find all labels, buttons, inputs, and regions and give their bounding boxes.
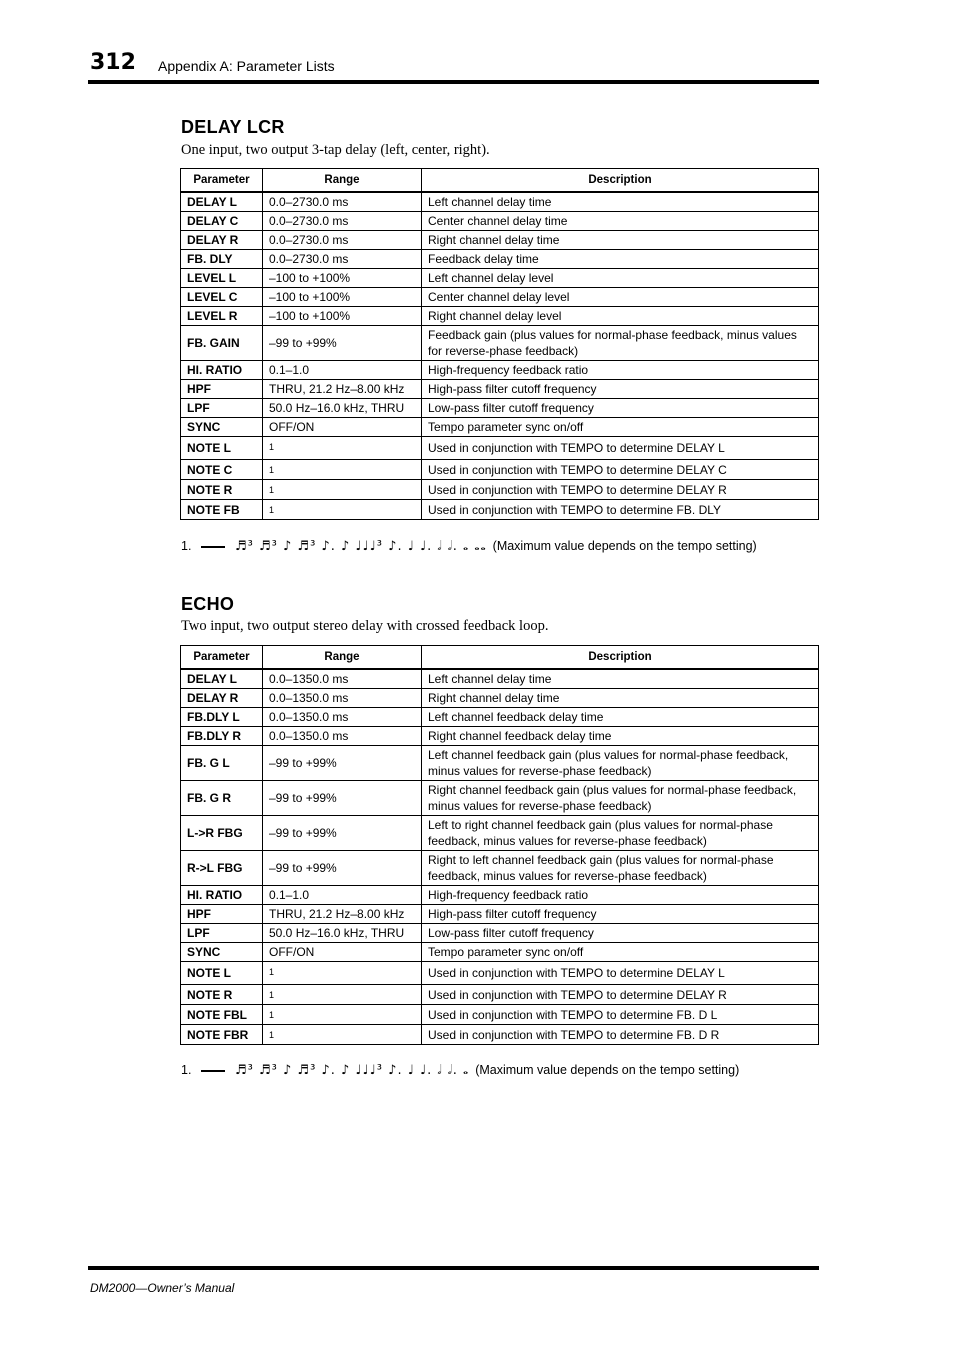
param-description: Right channel delay time (422, 231, 819, 250)
column-header-range: Range (263, 169, 422, 193)
table-row (181, 1005, 819, 1025)
table-row (181, 781, 819, 816)
param-name: DELAY L (181, 192, 263, 212)
table-row (181, 985, 819, 1005)
param-name: LEVEL C (181, 288, 263, 307)
param-range: 0.1–1.0 (263, 361, 422, 380)
param-name: NOTE C (181, 460, 263, 480)
param-range: –100 to +100% (263, 269, 422, 288)
param-name: LPF (181, 399, 263, 418)
table-row (181, 437, 819, 460)
echo-title: ECHO (181, 594, 235, 614)
param-name: FB.DLY R (181, 727, 263, 746)
table-row (181, 943, 819, 962)
param-description: Left channel feedback delay time (422, 708, 819, 727)
table-row (181, 326, 819, 361)
param-range: 1 (263, 1025, 422, 1045)
param-name: FB. G R (181, 781, 263, 816)
param-range: 1 (263, 985, 422, 1005)
param-range: 1 (263, 437, 422, 460)
note-symbols-icon: ♬³ ♬³ ♪ ♬³ ♪. ♪ ♩♩♩³ ♪. ♩ ♩. 𝅗𝅥 𝅗𝅥. 𝅝 (235, 1063, 470, 1078)
param-description: Feedback gain (plus values for normal-phase feedback, minus values for reverse-phase feedback) (422, 326, 819, 361)
table-row (181, 380, 819, 399)
tie-dash-icon (201, 546, 225, 548)
param-description: Low-pass filter cutoff frequency (422, 924, 819, 943)
param-range: 1 (263, 480, 422, 500)
table-row (181, 212, 819, 231)
note-symbols-icon: ♬³ ♬³ ♪ ♬³ ♪. ♪ ♩♩♩³ ♪. ♩ ♩. 𝅗𝅥 𝅗𝅥. 𝅝 𝅝𝅝 (235, 539, 487, 554)
param-range: 0.0–1350.0 ms (263, 669, 422, 689)
tie-dash-icon (201, 1070, 225, 1072)
param-description: Used in conjunction with TEMPO to determine DELAY L (422, 962, 819, 985)
param-range: 1 (263, 1005, 422, 1025)
footnote-text: (Maximum value depends on the tempo setting) (475, 1063, 740, 1077)
param-range: 1 (263, 460, 422, 480)
param-name: NOTE R (181, 480, 263, 500)
echo-description: Two input, two output stereo delay with crossed feedback loop. (181, 618, 549, 634)
param-range: –99 to +99% (263, 816, 422, 851)
param-description: Low-pass filter cutoff frequency (422, 399, 819, 418)
param-description: Left channel delay level (422, 269, 819, 288)
param-name: LEVEL R (181, 307, 263, 326)
table-row (181, 288, 819, 307)
param-name: NOTE FBR (181, 1025, 263, 1045)
param-range: –99 to +99% (263, 851, 422, 886)
table-row (181, 816, 819, 851)
param-range: 50.0 Hz–16.0 kHz, THRU (263, 924, 422, 943)
table-row (181, 192, 819, 212)
table-row (181, 669, 819, 689)
param-range: 0.0–2730.0 ms (263, 250, 422, 269)
param-description: Used in conjunction with TEMPO to determine DELAY R (422, 985, 819, 1005)
param-name: HI. RATIO (181, 361, 263, 380)
table-row (181, 851, 819, 886)
footnote-text: (Maximum value depends on the tempo setting) (492, 539, 757, 553)
param-description: Feedback delay time (422, 250, 819, 269)
param-range: 0.0–2730.0 ms (263, 192, 422, 212)
param-description: Center channel delay time (422, 212, 819, 231)
param-description: Used in conjunction with TEMPO to determine FB. D L (422, 1005, 819, 1025)
param-name: NOTE R (181, 985, 263, 1005)
footnote-number: 1. (181, 539, 192, 553)
column-header-description: Description (422, 646, 819, 670)
param-range: –100 to +100% (263, 288, 422, 307)
param-range: –100 to +100% (263, 307, 422, 326)
table-header-row (181, 646, 819, 670)
param-description: Used in conjunction with TEMPO to determine DELAY L (422, 437, 819, 460)
param-range: 0.0–2730.0 ms (263, 231, 422, 250)
column-header-description: Description (422, 169, 819, 193)
header-title: Appendix A: Parameter Lists (158, 58, 335, 74)
table-row (181, 418, 819, 437)
page-header (88, 48, 819, 82)
param-range: 1 (263, 962, 422, 985)
param-description: Left channel delay time (422, 669, 819, 689)
delay-lcr-title: DELAY LCR (181, 117, 285, 137)
param-description: Right channel feedback delay time (422, 727, 819, 746)
param-description: Used in conjunction with TEMPO to determine DELAY R (422, 480, 819, 500)
footer-rule (88, 1266, 819, 1270)
param-description: Right to left channel feedback gain (plus values for normal-phase feedback, minus values for reverse-phase feedback) (422, 851, 819, 886)
table-row (181, 905, 819, 924)
param-range: 1 (263, 500, 422, 520)
param-name: HI. RATIO (181, 886, 263, 905)
table-row (181, 480, 819, 500)
delay-lcr-table (180, 168, 819, 520)
param-description: Tempo parameter sync on/off (422, 943, 819, 962)
param-range: THRU, 21.2 Hz–8.00 kHz (263, 380, 422, 399)
column-header-parameter: Parameter (181, 646, 263, 670)
param-range: 0.1–1.0 (263, 886, 422, 905)
param-description: Left channel delay time (422, 192, 819, 212)
column-header-range: Range (263, 646, 422, 670)
param-range: 50.0 Hz–16.0 kHz, THRU (263, 399, 422, 418)
param-name: FB. GAIN (181, 326, 263, 361)
param-name: FB. G L (181, 746, 263, 781)
param-range: 0.0–2730.0 ms (263, 212, 422, 231)
param-range: THRU, 21.2 Hz–8.00 kHz (263, 905, 422, 924)
footer-text: DM2000—Owner’s Manual (90, 1281, 235, 1295)
param-description: Right channel delay level (422, 307, 819, 326)
param-description: Right channel delay time (422, 689, 819, 708)
param-range: 0.0–1350.0 ms (263, 689, 422, 708)
footnote-number: 1. (181, 1063, 192, 1077)
param-name: DELAY R (181, 689, 263, 708)
param-name: SYNC (181, 943, 263, 962)
table-row (181, 1025, 819, 1045)
table-row (181, 460, 819, 480)
param-name: FB.DLY L (181, 708, 263, 727)
table-row (181, 399, 819, 418)
param-name: FB. DLY (181, 250, 263, 269)
table-row (181, 746, 819, 781)
echo-table (180, 645, 819, 1045)
param-name: SYNC (181, 418, 263, 437)
table-row (181, 886, 819, 905)
table-row (181, 924, 819, 943)
param-description: High-pass filter cutoff frequency (422, 380, 819, 399)
param-name: L->R FBG (181, 816, 263, 851)
param-range: –99 to +99% (263, 746, 422, 781)
param-description: Right channel feedback gain (plus values for normal-phase feedback, minus values for reverse-phase feedback) (422, 781, 819, 816)
param-description: High-frequency feedback ratio (422, 361, 819, 380)
param-description: Used in conjunction with TEMPO to determine DELAY C (422, 460, 819, 480)
param-name: LEVEL L (181, 269, 263, 288)
param-name: DELAY R (181, 231, 263, 250)
param-description: Center channel delay level (422, 288, 819, 307)
param-description: Tempo parameter sync on/off (422, 418, 819, 437)
param-name: NOTE L (181, 437, 263, 460)
table-row (181, 727, 819, 746)
table-row (181, 500, 819, 520)
param-name: R->L FBG (181, 851, 263, 886)
param-name: NOTE L (181, 962, 263, 985)
param-name: LPF (181, 924, 263, 943)
param-description: Used in conjunction with TEMPO to determine FB. D R (422, 1025, 819, 1045)
table-row (181, 307, 819, 326)
table-row (181, 269, 819, 288)
param-description: Left to right channel feedback gain (plus values for normal-phase feedback, minus values for reverse-phase feedback) (422, 816, 819, 851)
param-range: –99 to +99% (263, 326, 422, 361)
header-rule (88, 80, 819, 84)
param-range: 0.0–1350.0 ms (263, 708, 422, 727)
table-header-row (181, 169, 819, 193)
param-description: High-pass filter cutoff frequency (422, 905, 819, 924)
delay-lcr-description: One input, two output 3-tap delay (left, center, right). (181, 142, 490, 158)
param-range: OFF/ON (263, 418, 422, 437)
param-range: 0.0–1350.0 ms (263, 727, 422, 746)
param-description: Used in conjunction with TEMPO to determine FB. DLY (422, 500, 819, 520)
table-row (181, 231, 819, 250)
param-name: DELAY C (181, 212, 263, 231)
param-description: High-frequency feedback ratio (422, 886, 819, 905)
table-row (181, 250, 819, 269)
param-name: HPF (181, 905, 263, 924)
param-range: –99 to +99% (263, 781, 422, 816)
table-row (181, 361, 819, 380)
param-range: OFF/ON (263, 943, 422, 962)
page-number: 312 (90, 50, 136, 75)
table-row (181, 708, 819, 727)
table-row (181, 689, 819, 708)
param-name: NOTE FBL (181, 1005, 263, 1025)
column-header-parameter: Parameter (181, 169, 263, 193)
table-row (181, 962, 819, 985)
param-name: NOTE FB (181, 500, 263, 520)
param-name: HPF (181, 380, 263, 399)
param-description: Left channel feedback gain (plus values for normal-phase feedback, minus values for reverse-phase feedback) (422, 746, 819, 781)
param-name: DELAY L (181, 669, 263, 689)
